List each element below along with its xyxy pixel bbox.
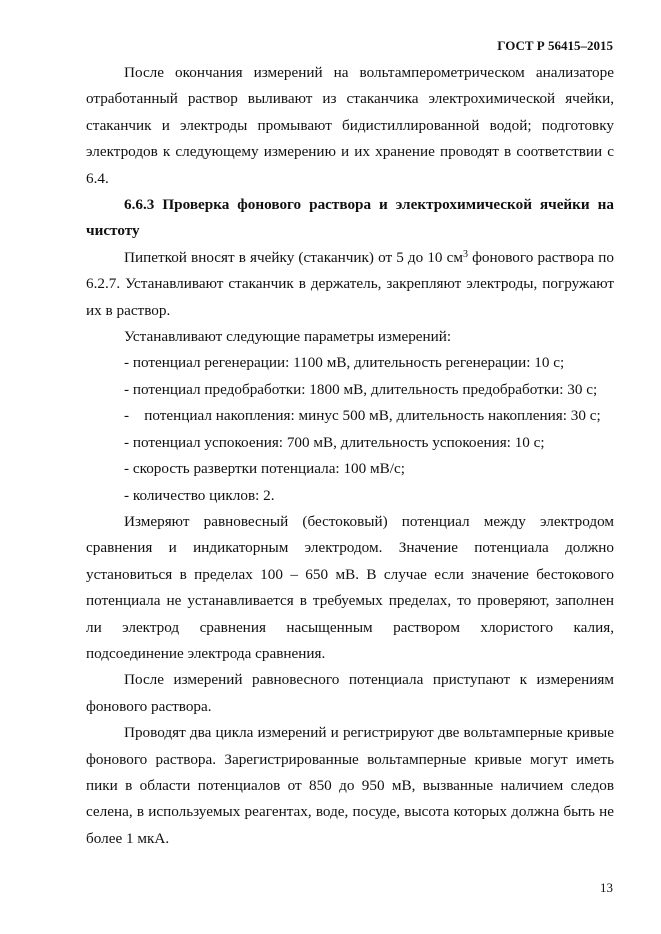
paragraph-pipette-end: фонового раствора по 6.2.7. Устанавливают стаканчик в держатель, закрепляют электроды, погружают их в раствор. [86,248,614,319]
list-item: - потенциал накопления: минус 500 мВ, длительность накопления: 30 с; [124,407,601,425]
paragraph-parameters-intro: Устанавливают следующие параметры измерений: [124,328,452,346]
paragraph-pipette-start: Пипеткой вносят в ячейку (стаканчик) от 5 до 10 см [124,248,463,266]
list-item: - количество циклов: 2. [124,486,275,504]
paragraph-voltammetric-curves: Проводят два цикла измерений и регистрируют две вольтамперные кривые фонового раствора. Зарегистрированные вольтамперные кривые могут иметь пики в области потенциалов от 850 до 950 мВ, вызванные наличием следов селена, в используемых реагентах, воде, посуде, высота которых должна быть не более 1 мкА. [86,724,614,847]
document-id-header: ГОСТ Р 56415–2015 [497,38,613,53]
section-heading-6-6-3: 6.6.3 Проверка фонового раствора и электрохимической ячейки на чистоту [86,196,614,240]
paragraph-equilibrium-potential: Измеряют равновесный (бестоковый) потенциал между электродом сравнения и индикаторным электродом. Значение потенциала должно установиться в пределах 100 – 650 мВ. В случае если значение бестокового потенциала не устанавливается в требуемых пределах, то проверяют, заполнен ли электрод сравнения насыщенным раствором хлористого калия, подсоединение электрода сравнения. [86,512,614,662]
paragraph-cleanup: После окончания измерений на вольтамперометрическом анализаторе отработанный раствор выливают из стаканчика электрохимической ячейки, стаканчик и электроды промывают бидистиллированной водой; подготовку электродов к следующему измерению и их хранение проводят в соответствии с 6.4. [86,64,614,187]
page-content [86,60,614,852]
superscript-cubic: 3 [462,248,468,260]
paragraph-pipette [86,245,614,324]
paragraph-after-measurement: После измерений равновесного потенциала приступают к измерениям фонового раствора. [86,671,614,715]
list-item: - скорость развертки потенциала: 100 мВ/с; [124,460,405,478]
page-number: 13 [600,880,613,895]
list-item: - потенциал успокоения: 700 мВ, длительность успокоения: 10 с; [124,433,545,451]
list-item: - потенциал регенерации: 1100 мВ, длительность регенерации: 10 с; [124,354,565,372]
list-item: - потенциал предобработки: 1800 мВ, длительность предобработки: 30 с; [124,380,598,398]
